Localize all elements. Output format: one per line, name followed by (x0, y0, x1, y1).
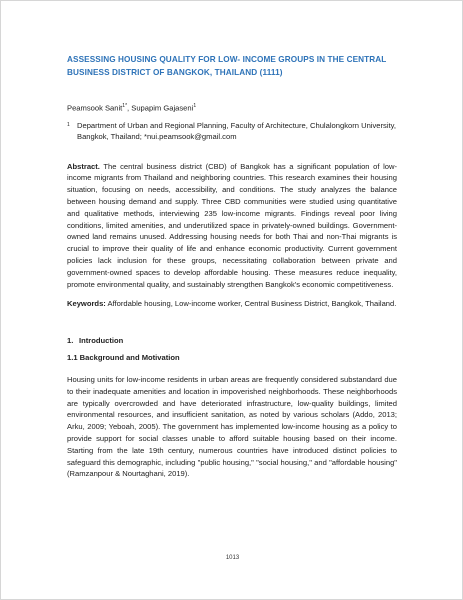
abstract-label: Abstract. (67, 161, 100, 171)
affiliation-text: Department of Urban and Regional Planning, Faculty of Architecture, Chulalongkorn University, Bangkok, Thailand; *nui.peamsook@gmail.com (77, 120, 396, 142)
keywords-text: Affordable housing, Low-income worker, Central Business District, Bangkok, Thailand. (105, 299, 397, 309)
paper-title: ASSESSING HOUSING QUALITY FOR LOW- INCOME GROUPS IN THE CENTRAL BUSINESS DISTRICT OF BANGKOK, THAILAND (1111) (67, 55, 387, 77)
section-number: 1. (67, 336, 74, 346)
body-paragraph: Housing units for low-income residents in urban areas are frequently considered substandard due to their inadequate amenities and location in impoverished neighborhoods. These neighborhoods are typically overcrowded and have deteriorated infrastructure, low-quality buildings, limited environmental resources, and insufficient sanitation, as noted by various scholars (Addo, 2013; Arku, 2009; Yeboah, 2005). The government has implemented low-income housing as a policy to provide support for social classes unable to afford suitable housing based on their income. Starting from the late 19th century, numerous countries have introduced distinct policies to safeguard this demographic, including "public housing," "social housing," and "affordable housing" (Ramzanpour & Nourtaghani, 2019). (67, 375, 397, 479)
keywords-label: Keywords: (67, 299, 106, 309)
author-name: Peamsook Sanit (67, 103, 123, 113)
abstract-text: The central business district (CBD) of Bangkok has a significant population of low-income migrants from Thailand and neighboring countries. This research examines their housing situation, focusing on needs, accessibility, and conditions. The study analyzes the balance between housing demand and supply. Three CBD communities were studied using quantitative and qualitative methods, interviewing 235 low-income migrants. Findings reveal poor living conditions, limited amenities, and underutilized space in privately-owned buildings. Government-owned land remains unused. Addressing housing needs for both Thai and non-Thai migrants is crucial to improve their quality of life and enhance economic productivity. Current government policies lack inclusion for these groups, necessitating collaboration between private and government-owned spaces to develop affordable housing. These measures reduce inequality, promote environmental quality, and sustainably strengthen Bangkok's economic competitiveness. (67, 161, 397, 289)
author-line (67, 101, 397, 114)
author-separator: , (127, 103, 132, 113)
abstract (67, 161, 397, 291)
author-name: Supapim Gajaseni (131, 103, 194, 113)
section-heading (67, 336, 397, 345)
page-number: 1013 (225, 555, 240, 561)
page-content (67, 53, 397, 480)
author-affiliation-marker: 1 (193, 103, 197, 109)
keywords (67, 298, 397, 310)
author-affiliation-marker: 1* (122, 103, 128, 109)
subsection-heading: 1.1 Background and Motivation (67, 353, 180, 363)
affiliation (67, 120, 397, 143)
affiliation-marker: 1 (67, 121, 70, 128)
section-title: Introduction (79, 336, 124, 346)
